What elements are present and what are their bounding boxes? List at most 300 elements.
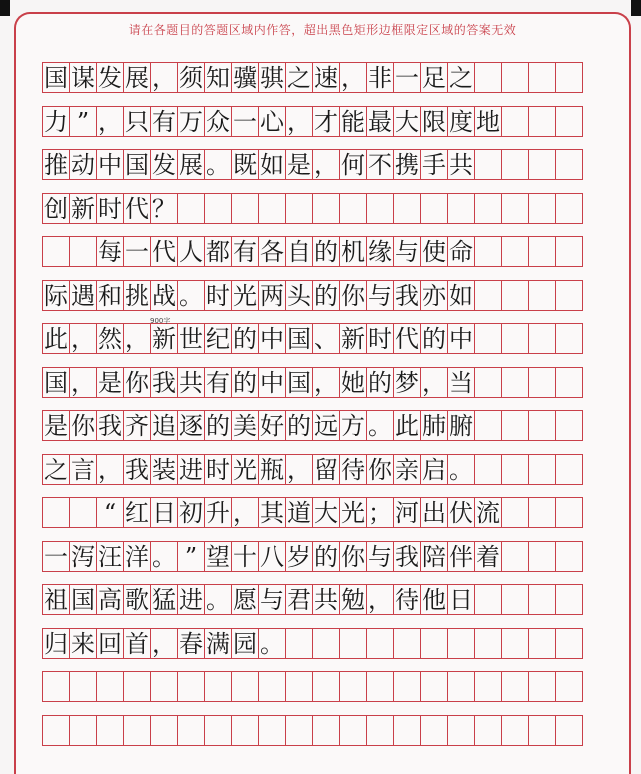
grid-cell: ， [233,498,257,527]
grid-cell: 际 [44,281,68,310]
word-count-mark: 900字 [150,317,171,325]
grid-cell: 我 [395,281,419,310]
grid-cell: 遇 [71,281,95,310]
grid-cell: 有 [206,368,230,397]
grid-cell [555,541,583,572]
grid-cell: 好 [260,411,284,440]
grid-cell: 共 [449,150,473,179]
grid-cell: 启 [422,455,446,484]
grid-cell [474,280,502,311]
grid-cell [447,628,475,659]
grid-cell: ， [314,150,338,179]
grid-cell [366,671,394,702]
grid-row [42,236,582,267]
grid-cell: 机 [341,237,365,266]
grid-cell [42,671,70,702]
grid-cell: 和 [98,281,122,310]
grid-cell: 洋 [125,542,149,571]
grid-cell: 是 [287,150,311,179]
grid-cell: 此 [44,324,68,353]
grid-cell [474,236,502,267]
grid-cell: 须 [179,63,203,92]
grid-cell: ， [422,368,446,397]
grid-cell [204,193,232,224]
grid-cell: 我 [395,542,419,571]
grid-cell [285,628,313,659]
grid-cell [555,149,583,180]
grid-cell: 万 [179,107,203,136]
grid-cell [474,367,502,398]
grid-cell: 我 [125,455,149,484]
grid-cell: 不 [368,150,392,179]
grid-cell: 国 [44,368,68,397]
grid-cell: 。 [206,150,230,179]
grid-cell: 共 [179,368,203,397]
grid-cell: 伴 [449,542,473,571]
grid-row [42,62,582,93]
grid-cell: ， [287,455,311,484]
grid-cell [555,280,583,311]
grid-cell [528,584,556,615]
grid-cell: 使 [422,237,446,266]
grid-cell [474,671,502,702]
grid-cell: 地 [476,107,500,136]
grid-cell: 伏 [449,498,473,527]
grid-cell: 一 [44,542,68,571]
grid-cell: 望 [206,542,230,571]
grid-cell [150,715,178,746]
grid-cell: 一 [395,63,419,92]
grid-cell: 我 [152,368,176,397]
grid-cell: 骥 [233,63,257,92]
grid-cell [528,628,556,659]
grid-cell: 的 [206,411,230,440]
grid-cell: 的 [233,324,257,353]
grid-cell: 流 [476,498,500,527]
grid-cell: 缘 [368,237,392,266]
grid-cell [555,715,583,746]
grid-cell: 追 [152,411,176,440]
grid-cell: ， [368,585,392,614]
grid-cell: 、 [314,324,338,353]
grid-cell: 国 [125,150,149,179]
grid-cell: 河 [395,498,419,527]
grid-cell: 。 [260,629,284,658]
grid-cell [501,628,529,659]
grid-row [42,454,582,485]
grid-cell [501,193,529,224]
grid-cell: 其 [260,498,284,527]
grid-cell [204,671,232,702]
grid-cell: 出 [422,498,446,527]
grid-cell: 待 [395,585,419,614]
registration-mark-left [0,0,10,16]
grid-cell [42,236,70,267]
grid-cell [177,671,205,702]
grid-cell [528,149,556,180]
grid-cell [555,106,583,137]
grid-cell: 装 [152,455,176,484]
grid-cell: 中 [98,150,122,179]
grid-cell [285,715,313,746]
grid-cell: 中 [449,324,473,353]
grid-cell: 有 [233,237,257,266]
grid-cell: 光 [341,498,365,527]
grid-cell: 升 [206,498,230,527]
grid-row [42,193,582,224]
grid-cell: 梦 [395,368,419,397]
grid-cell: 着 [476,542,500,571]
grid-cell [555,62,583,93]
grid-cell [555,236,583,267]
grid-cell [555,497,583,528]
grid-cell: 祖 [44,585,68,614]
grid-cell: 发 [98,63,122,92]
grid-cell: 日 [449,585,473,614]
grid-cell [501,280,529,311]
grid-cell: 一 [233,107,257,136]
grid-cell: 愿 [233,585,257,614]
grid-cell: 两 [260,281,284,310]
grid-cell: 非 [368,63,392,92]
grid-cell [420,671,448,702]
grid-cell: 既 [233,150,257,179]
grid-cell [528,454,556,485]
grid-cell: 知 [206,63,230,92]
grid-cell: 是 [98,368,122,397]
grid-cell [123,715,151,746]
grid-cell: 此 [395,411,419,440]
grid-cell: 人 [179,237,203,266]
grid-cell [258,671,286,702]
grid-cell: 足 [422,63,446,92]
grid-row [42,106,582,137]
grid-cell: 满 [206,629,230,658]
grid-cell: 新 [71,194,95,223]
grid-cell [96,671,124,702]
grid-cell: 代 [395,324,419,353]
grid-cell: 众 [206,107,230,136]
grid-cell [474,454,502,485]
grid-cell: 留 [314,455,338,484]
grid-cell [312,193,340,224]
grid-cell [420,628,448,659]
grid-cell: 亦 [422,281,446,310]
grid-cell [393,628,421,659]
grid-cell: ， [314,368,338,397]
grid-cell: 是 [44,411,68,440]
grid-cell: 光 [233,281,257,310]
grid-cell: 骐 [260,63,284,92]
grid-cell: 红 [125,498,149,527]
grid-cell [339,193,367,224]
grid-cell [150,671,178,702]
grid-cell [501,584,529,615]
grid-cell: 亲 [395,455,419,484]
grid-row [42,497,582,528]
grid-cell: 代 [125,194,149,223]
grid-cell: ， [287,107,311,136]
grid-cell: 之 [287,63,311,92]
grid-cell [555,367,583,398]
grid-cell [447,193,475,224]
grid-cell: 歌 [125,585,149,614]
grid-cell [555,410,583,441]
grid-cell [528,541,556,572]
grid-cell [474,584,502,615]
grid-cell [231,671,259,702]
grid-cell: 能 [341,107,365,136]
grid-cell: 的 [314,281,338,310]
grid-cell: 泻 [71,542,95,571]
grid-cell: 进 [179,455,203,484]
grid-row [42,323,582,354]
grid-cell [420,715,448,746]
grid-cell: 腑 [449,411,473,440]
grid-cell [447,715,475,746]
grid-cell [420,193,448,224]
grid-cell: 当 [449,368,473,397]
grid-cell: 首 [125,629,149,658]
grid-cell: 何 [341,150,365,179]
grid-cell: 最 [368,107,392,136]
grid-cell [123,671,151,702]
grid-cell [555,584,583,615]
grid-cell [501,671,529,702]
grid-cell: ， [71,324,95,353]
grid-cell: 大 [314,498,338,527]
grid-cell [555,193,583,224]
grid-cell: 时 [368,324,392,353]
grid-cell: 你 [368,455,392,484]
grid-cell: ， [152,63,176,92]
grid-row [42,410,582,441]
grid-cell [474,193,502,224]
grid-cell: 猛 [152,585,176,614]
grid-cell: 的 [314,542,338,571]
grid-cell: 时 [206,455,230,484]
grid-cell [528,236,556,267]
grid-cell [447,671,475,702]
grid-cell [501,367,529,398]
grid-cell: 十 [233,542,257,571]
grid-cell: 进 [179,585,203,614]
grid-cell: 待 [341,455,365,484]
grid-cell: 勉 [341,585,365,614]
grid-cell: ？ [152,194,176,223]
grid-cell: 之 [449,63,473,92]
grid-cell [96,715,124,746]
grid-cell: 国 [44,63,68,92]
grid-cell [555,323,583,354]
grid-cell: ， [98,455,122,484]
grid-cell: 世 [179,324,203,353]
grid-cell [474,62,502,93]
grid-cell: “ [96,497,124,528]
grid-cell: 言 [71,455,95,484]
grid-cell [312,715,340,746]
grid-cell: 你 [341,281,365,310]
grid-cell: 国 [287,324,311,353]
grid-row [42,671,582,702]
grid-cell [528,106,556,137]
grid-cell: 携 [395,150,419,179]
grid-cell: 都 [206,237,230,266]
grid-cell: 大 [395,107,419,136]
grid-cell: 展 [125,63,149,92]
grid-cell: 速 [314,63,338,92]
registration-mark-right [631,0,641,16]
grid-cell [312,628,340,659]
grid-cell: 的 [368,368,392,397]
grid-cell: 手 [422,150,446,179]
grid-cell [501,62,529,93]
grid-cell: 园 [233,629,257,658]
grid-row [42,149,582,180]
grid-cell: 远 [314,411,338,440]
grid-cell: 。 [179,281,203,310]
grid-cell: 初 [179,498,203,527]
grid-cell: 与 [260,585,284,614]
grid-cell: 每 [98,237,122,266]
grid-cell: 方 [341,411,365,440]
grid-cell [177,715,205,746]
grid-cell: 他 [422,585,446,614]
grid-cell: 发 [152,150,176,179]
grid-cell [528,715,556,746]
grid-cell: 各 [260,237,284,266]
grid-cell [528,62,556,93]
grid-cell [474,628,502,659]
grid-cell: 国 [71,585,95,614]
grid-cell [528,410,556,441]
grid-cell [69,497,97,528]
grid-cell: ， [341,63,365,92]
grid-cell: 代 [152,237,176,266]
grid-cell: 动 [71,150,95,179]
grid-cell: 君 [287,585,311,614]
grid-cell [528,671,556,702]
grid-cell: 岁 [287,542,311,571]
grid-cell: 只 [125,107,149,136]
grid-cell: 纪 [206,324,230,353]
grid-cell [312,671,340,702]
grid-cell: 齐 [125,411,149,440]
grid-cell: ， [71,368,95,397]
grid-cell [528,497,556,528]
grid-row [42,541,582,572]
grid-cell: 时 [206,281,230,310]
grid-cell [204,715,232,746]
grid-cell [528,193,556,224]
grid-cell: 与 [395,237,419,266]
grid-cell: 国 [287,368,311,397]
grid-cell [528,367,556,398]
answer-area-notice: 请在各题目的答题区域内作答，超出黑色矩形边框限定区域的答案无效 [128,23,517,37]
grid-cell: 汪 [98,542,122,571]
grid-cell [258,193,286,224]
grid-cell: 高 [98,585,122,614]
grid-row [42,715,582,746]
grid-row [42,367,582,398]
grid-cell: 限 [422,107,446,136]
grid-cell: 肺 [422,411,446,440]
grid-cell: 。 [449,455,473,484]
grid-cell: 来 [71,629,95,658]
grid-cell [501,541,529,572]
grid-cell [501,106,529,137]
grid-cell [366,193,394,224]
grid-cell: 陪 [422,542,446,571]
grid-cell: 新 [341,324,365,353]
grid-cell: 回 [98,629,122,658]
grid-cell: ， [125,324,149,353]
grid-cell: 挑 [125,281,149,310]
grid-cell [528,280,556,311]
grid-cell: 日 [152,498,176,527]
grid-cell: 你 [125,368,149,397]
grid-cell [555,671,583,702]
grid-cell: ； [368,498,392,527]
grid-cell: 美 [233,411,257,440]
grid-cell [393,715,421,746]
grid-cell [501,236,529,267]
grid-cell: 中 [260,368,284,397]
grid-cell: 头 [287,281,311,310]
grid-row [42,628,582,659]
grid-cell [393,671,421,702]
grid-cell: 一 [125,237,149,266]
grid-cell: ， [152,629,176,658]
grid-cell: 与 [368,542,392,571]
grid-cell: 逐 [179,411,203,440]
grid-cell: 光 [233,455,257,484]
grid-cell: 春 [179,629,203,658]
grid-cell [474,715,502,746]
grid-cell: 然 [98,324,122,353]
grid-cell: 新 [152,324,176,353]
grid-cell [528,323,556,354]
grid-cell: 时 [98,194,122,223]
grid-cell: ” [69,106,97,137]
grid-cell: 八 [260,542,284,571]
grid-cell: 你 [341,542,365,571]
grid-cell: 如 [449,281,473,310]
grid-cell [501,454,529,485]
grid-cell [501,715,529,746]
grid-row [42,584,582,615]
grid-cell: 中 [260,324,284,353]
grid-cell: 之 [44,455,68,484]
grid-cell: 的 [422,324,446,353]
grid-cell: 度 [449,107,473,136]
grid-cell [501,410,529,441]
grid-cell: 的 [314,237,338,266]
grid-cell [555,454,583,485]
grid-cell [501,497,529,528]
grid-cell [69,715,97,746]
grid-cell: 谋 [71,63,95,92]
grid-cell: 战 [152,281,176,310]
grid-cell [231,193,259,224]
grid-cell: 展 [179,150,203,179]
grid-cell [393,193,421,224]
grid-cell [501,149,529,180]
grid-cell [339,715,367,746]
grid-cell: 。 [152,542,176,571]
grid-cell: 创 [44,194,68,223]
grid-cell: 我 [98,411,122,440]
